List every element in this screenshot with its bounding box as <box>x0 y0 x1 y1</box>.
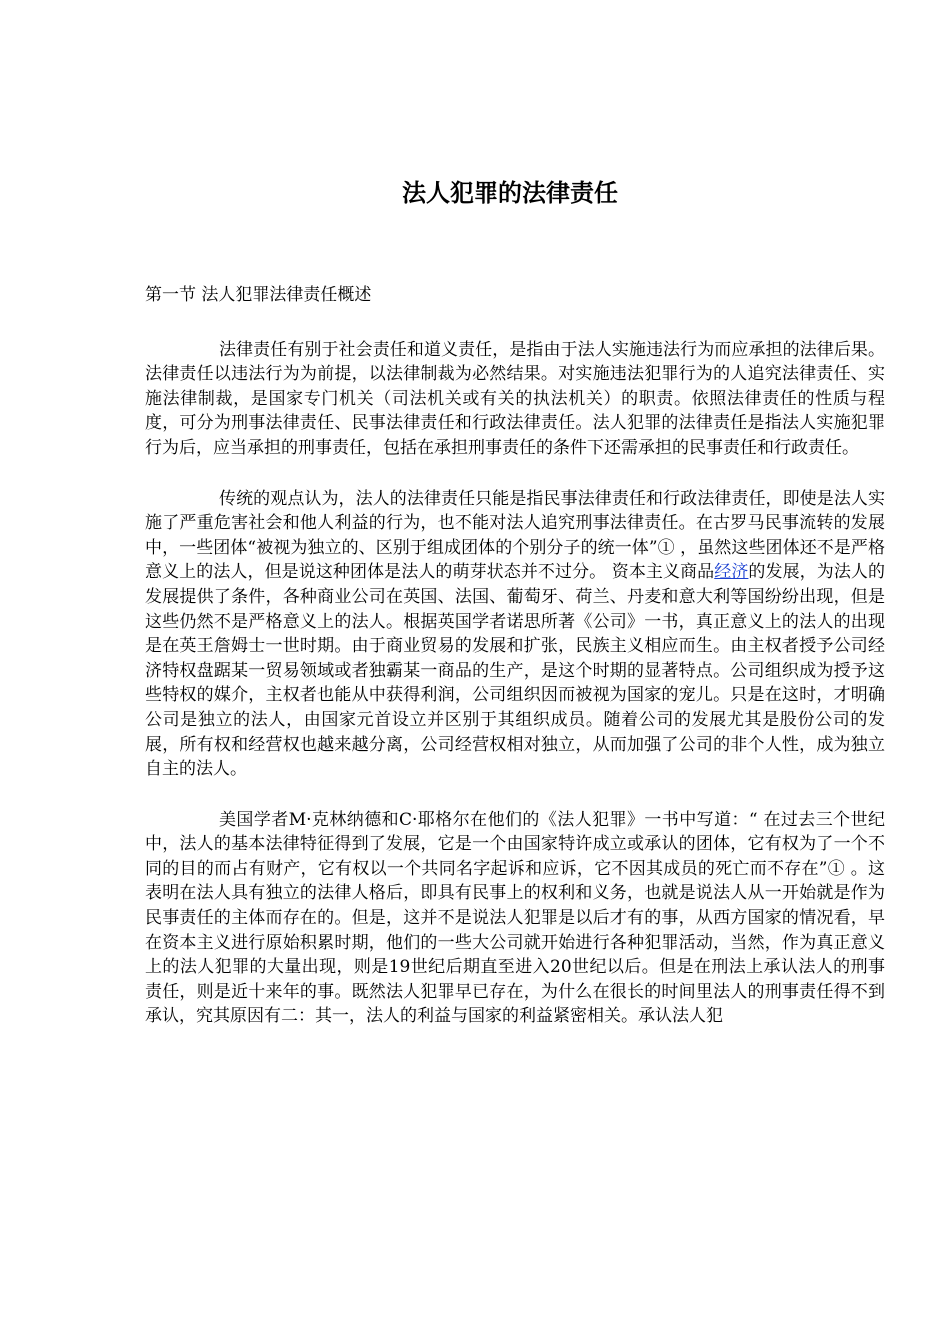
paragraph-3-text: 美国学者M·克林纳德和C·耶格尔在他们的《法人犯罪》一书中写道：“ 在过去三个世纪中，法人的基本法律特征得到了发展，它是一个由国家特许成立或承认的团体，它有权为了一个不同的目的而占有财产，它有权以一个共同名字起诉和应诉，它不因其成员的死亡而不存在”① 。这表明在法人具有独立的法律人格后，即具有民事上的权利和义务，也就是说法人从一开始就是作为民事责任的主体而存在的。但是，这并不是说法人犯罪是以后才有的事，从西方国家的情况看，早在资本主义进行原始积累时期，他们的一些大公司就开始进行各种犯罪活动，当然，作为真正意义上的法人犯罪的大量出现，则是19世纪后期直至进入20世纪以后。但是在刑法上承认法人的刑事责任，则是近十来年的事。既然法人犯罪早已存在，为什么在很长的时间里法人的刑事责任得不到承认，究其原因有二：其一，法人的利益与国家的利益紧密相关。承认法人犯 <box>145 809 885 1027</box>
paragraph-3 <box>145 808 885 1029</box>
document-title: 法人犯罪的法律责任 <box>402 178 618 207</box>
economy-link[interactable]: 经济 <box>714 562 749 583</box>
paragraph-2-text-after-link: 的发展，为法人的发展提供了条件，各种商业公司在英国、法国、葡萄牙、荷兰、丹麦和意大利等国纷纷出现，但是这些仍然不是严格意义上的法人。根据英国学者诺思所著《公司》一书，真正意义上的法人的出现是在英王詹姆士一世时期。由于商业贸易的发展和扩张，民族主义相应而生。由主权者授予公司经济特权盘踞某一贸易领域或者独霸某一商品的生产，是这个时期的显著特点。公司组织成为授予这些特权的媒介，主权者也能从中获得利润，公司组织因而被视为国家的宠儿。只是在这时，才明确公司是独立的法人，由国家元首设立并区别于其组织成员。随着公司的发展尤其是股份公司的发展，所有权和经营权也越来越分离，公司经营权相对独立，从而加强了公司的非个人性，成为独立自主的法人。 <box>145 562 886 780</box>
paragraph-1-text: 法律责任有别于社会责任和道义责任，是指由于法人实施违法行为而应承担的法律后果。法律责任以违法行为为前提，以法律制裁为必然结果。对实施违法犯罪行为的人追究法律责任、实施法律制裁，是国家专门机关（司法机关或有关的执法机关）的职责。依照法律责任的性质与程度，可分为刑事法律责任、民事法律责任和行政法律责任。法人犯罪的法律责任是指法人实施犯罪行为后，应当承担的刑事责任，包括在承担刑事责任的条件下还需承担的民事责任和行政责任。 <box>145 339 885 458</box>
document-body <box>145 283 885 1055</box>
paragraph-2 <box>145 487 885 782</box>
paragraph-2-text-before-link: 传统的观点认为，法人的法律责任只能是指民事法律责任和行政法律责任，即使是法人实施了严重危害社会和他人利益的行为，也不能对法人追究刑事法律责任。在古罗马民事流转的发展中，一些团体“被视为独立的、区别于组成团体的个别分子的统一体”① ，虽然这些团体还不是严格意义上的法人，但是说这种团体是法人的萌芽状态并不过分。 资本主义商品 <box>145 488 885 583</box>
section-heading: 第一节 法人犯罪法律责任概述 <box>145 285 372 305</box>
paragraph-1 <box>145 338 885 461</box>
